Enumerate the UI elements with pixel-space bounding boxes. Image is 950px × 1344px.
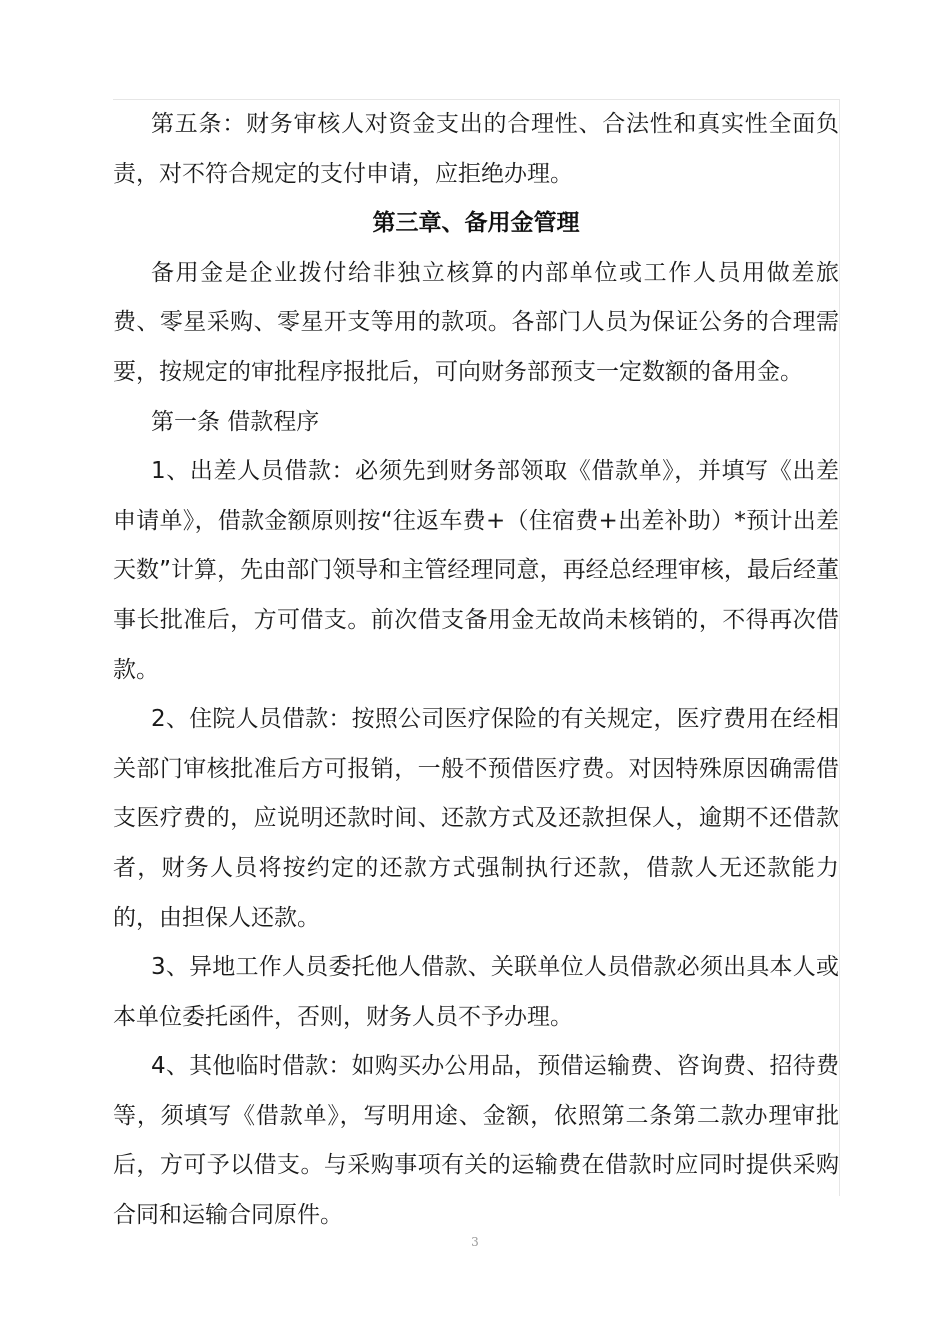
petty-cash-definition-paragraph: 备用金是企业拨付给非独立核算的内部单位或工作人员用做差旅费、零星采购、零星开支等用的款项。各部门人员为保证公务的合理需要，按规定的审批程序报批后，可向财务部预支一定数额的备用金。	[113, 259, 839, 385]
hospital-loan-paragraph: 2、住院人员借款：按照公司医疗保险的有关规定，医疗费用在经相关部门审核批准后方可报销，一般不预借医疗费。对因特殊原因确需借支医疗费的，应说明还款时间、还款方式及还款担保人，逾期不还借款者，财务人员将按约定的还款方式强制执行还款，借款人无还款能力的，由担保人还款。	[113, 706, 839, 931]
chapter-heading: 第三章、备用金管理	[372, 210, 580, 237]
article-five-paragraph: 第五条：财务审核人对资金支出的合理性、合法性和真实性全面负责，对不符合规定的支付申请，应拒绝办理。	[113, 111, 839, 187]
page-right-border	[839, 99, 840, 1196]
document-body	[113, 100, 839, 1241]
remote-loan-paragraph: 3、异地工作人员委托他人借款、关联单位人员借款必须出具本人或本单位委托函件，否则，财务人员不予办理。	[113, 954, 839, 1030]
page-number: 3	[471, 1235, 479, 1249]
travel-loan-paragraph: 1、出差人员借款：必须先到财务部领取《借款单》，并填写《出差申请单》，借款金额原则按“往返车费+（住宿费+出差补助）*预计出差天数”计算，先由部门领导和主管经理同意，再经总经理审核，最后经董事长批准后，方可借支。前次借支备用金无故尚未核销的，不得再次借款。	[113, 458, 839, 683]
article-one-title: 第一条 借款程序	[151, 408, 320, 435]
temporary-loan-paragraph: 4、其他临时借款：如购买办公用品，预借运输费、咨询费、招待费等，须填写《借款单》，写明用途、金额，依照第二条第二款办理审批后，方可予以借支。与采购事项有关的运输费在借款时应同时提供采购合同和运输合同原件。	[113, 1053, 839, 1229]
